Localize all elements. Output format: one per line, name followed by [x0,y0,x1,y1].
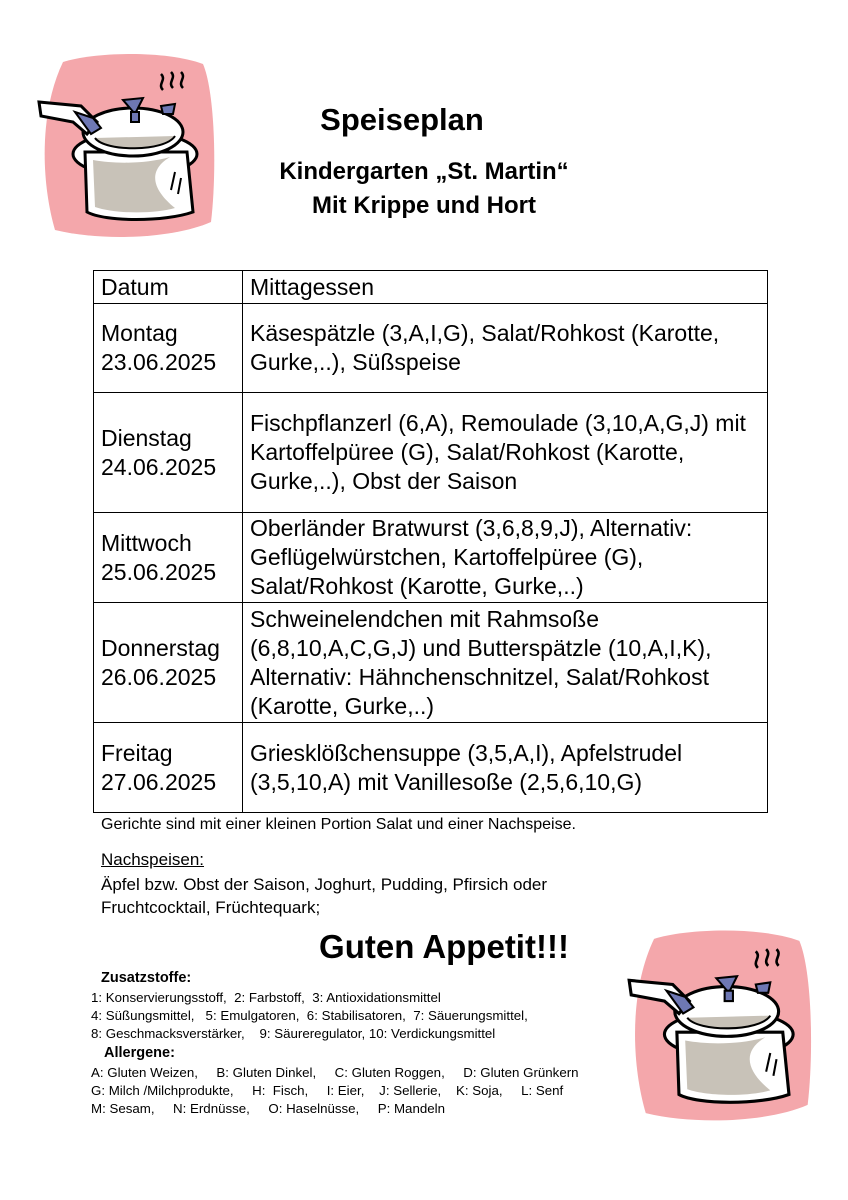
day-label: Freitag [101,739,173,766]
zusatzstoffe-line: 4: Süßungsmittel, 5: Emulgatoren, 6: Stabilisatoren, 7: Säuerungsmittel, [91,1008,528,1023]
table-row [94,603,768,723]
table-row [94,513,768,603]
menu-table [93,270,768,813]
allergene-line: M: Sesam, N: Erdnüsse, O: Haselnüsse, P: Mandeln [91,1101,445,1116]
column-header-datum: Datum [94,271,243,304]
meal-cell: Käsespätzle (3,A,I,G), Salat/Rohkost (Karotte, Gurke,..), Süßspeise [243,304,768,393]
allergene-line: G: Milch /Milchprodukte, H: Fisch, I: Eier, J: Sellerie, K: Soja, L: Senf [91,1083,564,1098]
meal-cell: Schweinelendchen mit Rahmsoße (6,8,10,A,C,G,J) und Butterspätzle (10,A,I,K), Alternativ: Hähnchenschnitzel, Salat/Rohkost (Karotte, Gurke,..) [243,603,768,723]
day-label: Mittwoch [101,529,192,556]
day-label: Donnerstag [101,634,220,661]
zusatzstoffe-line: 1: Konservierungsstoff, 2: Farbstoff, 3: Antioxidationsmittel [91,990,441,1005]
day-label: Dienstag [101,424,192,451]
nachspeisen-text: Äpfel bzw. Obst der Saison, Joghurt, Pudding, Pfirsich oder Fruchtcocktail, Früchtequark; [101,875,548,917]
date-label: 25.06.2025 [101,558,217,585]
day-label: Montag [101,320,178,346]
meal-cell: Oberländer Bratwurst (3,6,8,9,J), Alternativ: Geflügelwürstchen, Kartoffelpüree (G), Salat/Rohkost (Karotte, Gurke,..) [243,513,768,603]
table-header-row [94,271,768,304]
allergene-heading: Allergene: [104,1045,175,1061]
table-row [94,723,768,813]
zusatzstoffe-line: 8: Geschmacksverstärker, 9: Säureregulator, 10: Verdickungsmittel [91,1026,496,1041]
date-cell [94,304,243,393]
table-row [94,393,768,513]
nachspeisen-heading: Nachspeisen: [101,850,205,869]
zusatzstoffe-heading: Zusatzstoffe: [101,970,192,986]
allergene-line: A: Gluten Weizen, B: Gluten Dinkel, C: Gluten Roggen, D: Gluten Grünkern [91,1065,579,1080]
cooking-pot-icon [625,928,817,1124]
date-cell [94,393,243,513]
date-cell [94,723,243,813]
portion-note: Gerichte sind mit einer kleinen Portion Salat und einer Nachspeise. [101,816,576,833]
table-row [94,304,768,393]
date-label: 26.06.2025 [101,663,217,690]
kindergarten-name: Kindergarten „St. Martin“ [279,158,569,185]
date-label: 23.06.2025 [101,349,217,375]
date-cell [94,513,243,603]
closing-greeting: Guten Appetit!!! [319,928,569,965]
date-label: 24.06.2025 [101,453,217,480]
meal-cell: Fischpflanzerl (6,A), Remoulade (3,10,A,G,J) mit Kartoffelpüree (G), Salat/Rohkost (Karotte, Gurke,..), Obst der Saison [243,393,768,513]
page-title: Speiseplan [320,102,484,137]
date-label: 27.06.2025 [101,768,217,795]
date-cell [94,603,243,723]
column-header-mittagessen: Mittagessen [243,271,768,304]
meal-cell: Griesklößchensuppe (3,5,A,I), Apfelstrudel (3,5,10,A) mit Vanillesoße (2,5,6,10,G) [243,723,768,813]
kindergarten-subtitle: Mit Krippe und Hort [312,192,536,219]
